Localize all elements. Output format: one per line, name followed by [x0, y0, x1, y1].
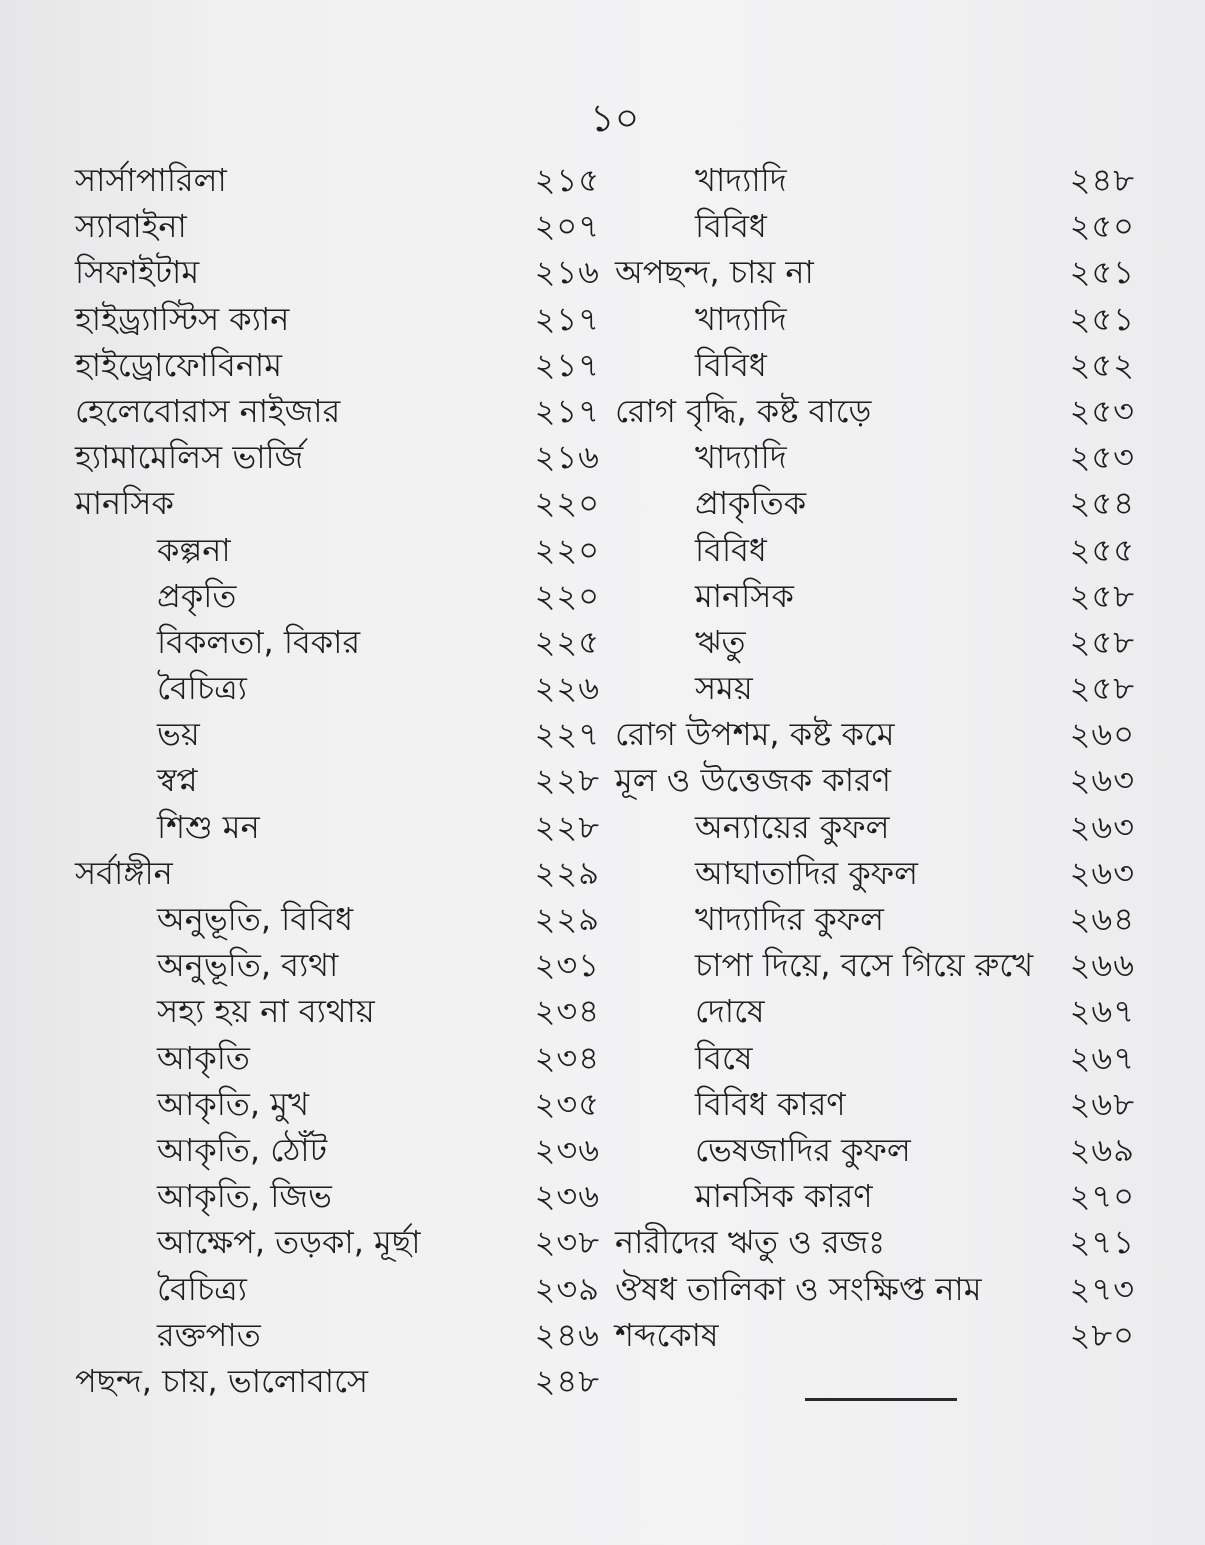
- entry-label: মূল ও উত্তেজক কারণ: [615, 761, 891, 800]
- index-entry: [615, 665, 1135, 711]
- entry-label: রোগ উপশম, কষ্ট কমে: [615, 715, 895, 754]
- entry-page-ref: ২১৭: [534, 391, 600, 430]
- entry-page-ref: ২৬০: [1069, 715, 1135, 754]
- entry-page-ref: ২৬৬: [1069, 946, 1135, 985]
- entry-label: চাপা দিয়ে, বসে গিয়ে রুখে: [695, 946, 1034, 985]
- entry-page-ref: ২১৭: [534, 345, 600, 384]
- entry-page-ref: ২২৮: [534, 761, 600, 800]
- index-entry: [75, 573, 600, 619]
- entry-page-ref: ২২৭: [534, 715, 600, 754]
- index-entry: [615, 804, 1135, 850]
- index-entry: [615, 480, 1135, 526]
- entry-label: বিবিধ কারণ: [695, 1084, 846, 1123]
- index-entry: [615, 942, 1135, 988]
- entry-page-ref: ২৫৪: [1069, 484, 1135, 523]
- entry-page-ref: ২৩৬: [534, 1130, 600, 1169]
- entry-label: কল্পনা: [157, 530, 231, 569]
- entry-label: রোগ বৃদ্ধি, কষ্ট বাড়ে: [615, 391, 872, 430]
- index-entry: [75, 757, 600, 803]
- index-entry: [75, 527, 600, 573]
- index-entry: [75, 434, 600, 480]
- entry-label: সিফাইটাম: [75, 253, 200, 292]
- index-column-left: [75, 157, 600, 1404]
- entry-page-ref: ২৫৮: [1069, 576, 1135, 615]
- index-entry: [75, 296, 600, 342]
- entry-label: শিশু মন: [157, 807, 260, 846]
- entry-label: অন্যায়ের কুফল: [695, 807, 890, 846]
- index-entry: [75, 619, 600, 665]
- index-entry: [75, 850, 600, 896]
- index-entry: [75, 388, 600, 434]
- index-entry: [75, 1035, 600, 1081]
- index-entry: [75, 1219, 600, 1265]
- entry-label: বিবিধ: [695, 345, 767, 384]
- entry-page-ref: ২২৫: [534, 622, 600, 661]
- entry-page-ref: ২৬৩: [1069, 853, 1135, 892]
- index-entry: [615, 619, 1135, 665]
- entry-label: আকৃতি, ঠোঁট: [157, 1130, 328, 1169]
- index-entry: [615, 249, 1135, 295]
- index-entry: [75, 1266, 600, 1312]
- entry-page-ref: ২৩৯: [534, 1269, 600, 1308]
- index-entry: [615, 157, 1135, 203]
- entry-page-ref: ২৫৩: [1069, 391, 1135, 430]
- entry-page-ref: ২২০: [534, 530, 600, 569]
- index-entry: [615, 1173, 1135, 1219]
- index-entry: [75, 988, 600, 1034]
- entry-page-ref: ২৩৮: [534, 1223, 600, 1262]
- index-entry: [75, 896, 600, 942]
- entry-page-ref: ২৩৬: [534, 1177, 600, 1216]
- entry-page-ref: ২২৬: [534, 669, 600, 708]
- entry-page-ref: ২৭১: [1069, 1223, 1135, 1262]
- entry-label: প্রকৃতি: [157, 576, 237, 615]
- entry-page-ref: ২২৯: [534, 853, 600, 892]
- entry-label: ঔষধ তালিকা ও সংক্ষিপ্ত নাম: [615, 1269, 982, 1308]
- entry-label: হাইড্রোফোবিনাম: [75, 345, 282, 384]
- index-entry: [75, 249, 600, 295]
- entry-label: আকৃতি: [157, 1038, 250, 1077]
- entry-page-ref: ২১৫: [534, 161, 600, 199]
- entry-label: সর্বাঙ্গীন: [75, 853, 173, 892]
- index-entry: [615, 1127, 1135, 1173]
- entry-label: স্যাবাইনা: [75, 207, 187, 246]
- entry-label: রক্তপাত: [157, 1315, 261, 1354]
- index-entry: [615, 711, 1135, 757]
- entry-label: হেলেবোরাস নাইজার: [75, 391, 341, 430]
- index-entry: [615, 203, 1135, 249]
- entry-page-ref: ২৭০: [1069, 1177, 1135, 1216]
- index-entry: [75, 804, 600, 850]
- entry-page-ref: ২৫২: [1069, 345, 1135, 384]
- end-rule: [805, 1398, 957, 1401]
- entry-label: নারীদের ঋতু ও রজঃ: [615, 1223, 886, 1262]
- entry-page-ref: ২৩৪: [534, 992, 600, 1031]
- entry-page-ref: ২৬৭: [1069, 1038, 1135, 1077]
- entry-page-ref: ২৬৭: [1069, 992, 1135, 1031]
- entry-page-ref: ২৭৩: [1069, 1269, 1135, 1308]
- entry-page-ref: ২৫১: [1069, 253, 1135, 292]
- entry-label: মানসিক: [695, 576, 794, 615]
- index-entry: [615, 896, 1135, 942]
- entry-label: অনুভূতি, বিবিধ: [157, 900, 354, 938]
- entry-label: দোষে: [695, 992, 765, 1031]
- index-entry: [615, 850, 1135, 896]
- index-entry: [615, 573, 1135, 619]
- entry-label: ভয়: [157, 715, 200, 754]
- entry-page-ref: ২৪৮: [534, 1361, 600, 1400]
- index-entry: [615, 1266, 1135, 1312]
- entry-page-ref: ২২৯: [534, 900, 600, 938]
- index-entry: [615, 342, 1135, 388]
- entry-page-ref: ২১৬: [534, 438, 600, 477]
- entry-page-ref: ২৪৮: [1069, 161, 1135, 199]
- entry-page-ref: ২২০: [534, 484, 600, 523]
- entry-page-ref: ২২৮: [534, 807, 600, 846]
- index-entry: [75, 1173, 600, 1219]
- entry-page-ref: ২৪৬: [534, 1315, 600, 1354]
- entry-page-ref: ২৬৪: [1069, 900, 1135, 938]
- index-entry: [75, 157, 600, 203]
- index-entry: [75, 665, 600, 711]
- index-entry: [615, 988, 1135, 1034]
- entry-page-ref: ২৫১: [1069, 299, 1135, 338]
- entry-label: অপছন্দ, চায় না: [615, 253, 814, 292]
- entry-page-ref: ২২০: [534, 576, 600, 615]
- index-entry: [615, 434, 1135, 480]
- entry-page-ref: ২১৭: [534, 299, 600, 338]
- entry-page-ref: ২৫৮: [1069, 669, 1135, 708]
- entry-label: আক্ষেপ, তড়কা, মূর্ছা: [157, 1223, 421, 1262]
- index-entry: [615, 388, 1135, 434]
- index-entry: [615, 1219, 1135, 1265]
- entry-label: খাদ্যাদি: [695, 438, 787, 477]
- index-entry: [615, 527, 1135, 573]
- entry-page-ref: ২৬৮: [1069, 1084, 1135, 1123]
- entry-label: বিবিধ: [695, 530, 767, 569]
- index-entry: [615, 296, 1135, 342]
- entry-label: বিষে: [695, 1038, 753, 1077]
- index-entry: [75, 1312, 600, 1358]
- entry-page-ref: ২৫০: [1069, 207, 1135, 246]
- entry-label: মানসিক: [75, 484, 174, 523]
- entry-label: ভেষজাদির কুফল: [695, 1130, 911, 1169]
- entry-label: আকৃতি, জিভ: [157, 1177, 332, 1216]
- entry-label: ঋতু: [695, 622, 746, 661]
- entry-label: খাদ্যাদির কুফল: [695, 900, 885, 938]
- index-entry: [615, 1035, 1135, 1081]
- entry-page-ref: ২৫৩: [1069, 438, 1135, 477]
- entry-page-ref: ২০৭: [534, 207, 600, 246]
- index-entry: [615, 757, 1135, 803]
- entry-label: বৈচিত্র্য: [157, 669, 247, 708]
- index-entry: [75, 711, 600, 757]
- entry-label: স্বপ্ন: [157, 761, 198, 800]
- entry-label: বিকলতা, বিকার: [157, 622, 361, 661]
- index-entry: [75, 1081, 600, 1127]
- entry-page-ref: ২৩৫: [534, 1084, 600, 1123]
- entry-label: সার্সাপারিলা: [75, 161, 227, 199]
- index-entry: [615, 1081, 1135, 1127]
- entry-label: শব্দকোষ: [615, 1315, 719, 1354]
- index-entry: [75, 480, 600, 526]
- entry-page-ref: ২৬৯: [1069, 1130, 1135, 1169]
- index-entry: [75, 1127, 600, 1173]
- entry-label: হাইড্র্যাস্টিস ক্যান: [75, 299, 290, 338]
- entry-label: আঘাতাদির কুফল: [695, 853, 919, 892]
- entry-label: হ্যামামেলিস ভার্জি: [75, 438, 304, 477]
- entry-page-ref: ২৮০: [1069, 1315, 1135, 1354]
- index-entry: [75, 1358, 600, 1404]
- entry-label: আকৃতি, মুখ: [157, 1084, 310, 1123]
- index-entry: [615, 1312, 1135, 1358]
- entry-label: খাদ্যাদি: [695, 299, 787, 338]
- entry-page-ref: ২৬৩: [1069, 761, 1135, 800]
- entry-label: মানসিক কারণ: [695, 1177, 873, 1216]
- index-entry: [75, 203, 600, 249]
- index-entry: [75, 942, 600, 988]
- entry-page-ref: ২১৬: [534, 253, 600, 292]
- entry-page-ref: ২৩১: [534, 946, 600, 985]
- entry-page-ref: ২৩৪: [534, 1038, 600, 1077]
- index-entry: [75, 342, 600, 388]
- entry-label: বৈচিত্র্য: [157, 1269, 247, 1308]
- entry-label: খাদ্যাদি: [695, 161, 787, 199]
- page-number: ১০: [590, 96, 640, 140]
- entry-label: পছন্দ, চায়, ভালোবাসে: [75, 1361, 369, 1400]
- entry-label: প্রাকৃতিক: [695, 484, 807, 523]
- entry-page-ref: ২৫৫: [1069, 530, 1135, 569]
- entry-label: অনুভূতি, ব্যথা: [157, 946, 339, 985]
- index-column-right: [615, 157, 1135, 1358]
- entry-label: সময়: [695, 669, 753, 708]
- entry-page-ref: ২৫৮: [1069, 622, 1135, 661]
- entry-page-ref: ২৬৩: [1069, 807, 1135, 846]
- entry-label: বিবিধ: [695, 207, 767, 246]
- entry-label: সহ্য হয় না ব্যথায়: [157, 992, 375, 1031]
